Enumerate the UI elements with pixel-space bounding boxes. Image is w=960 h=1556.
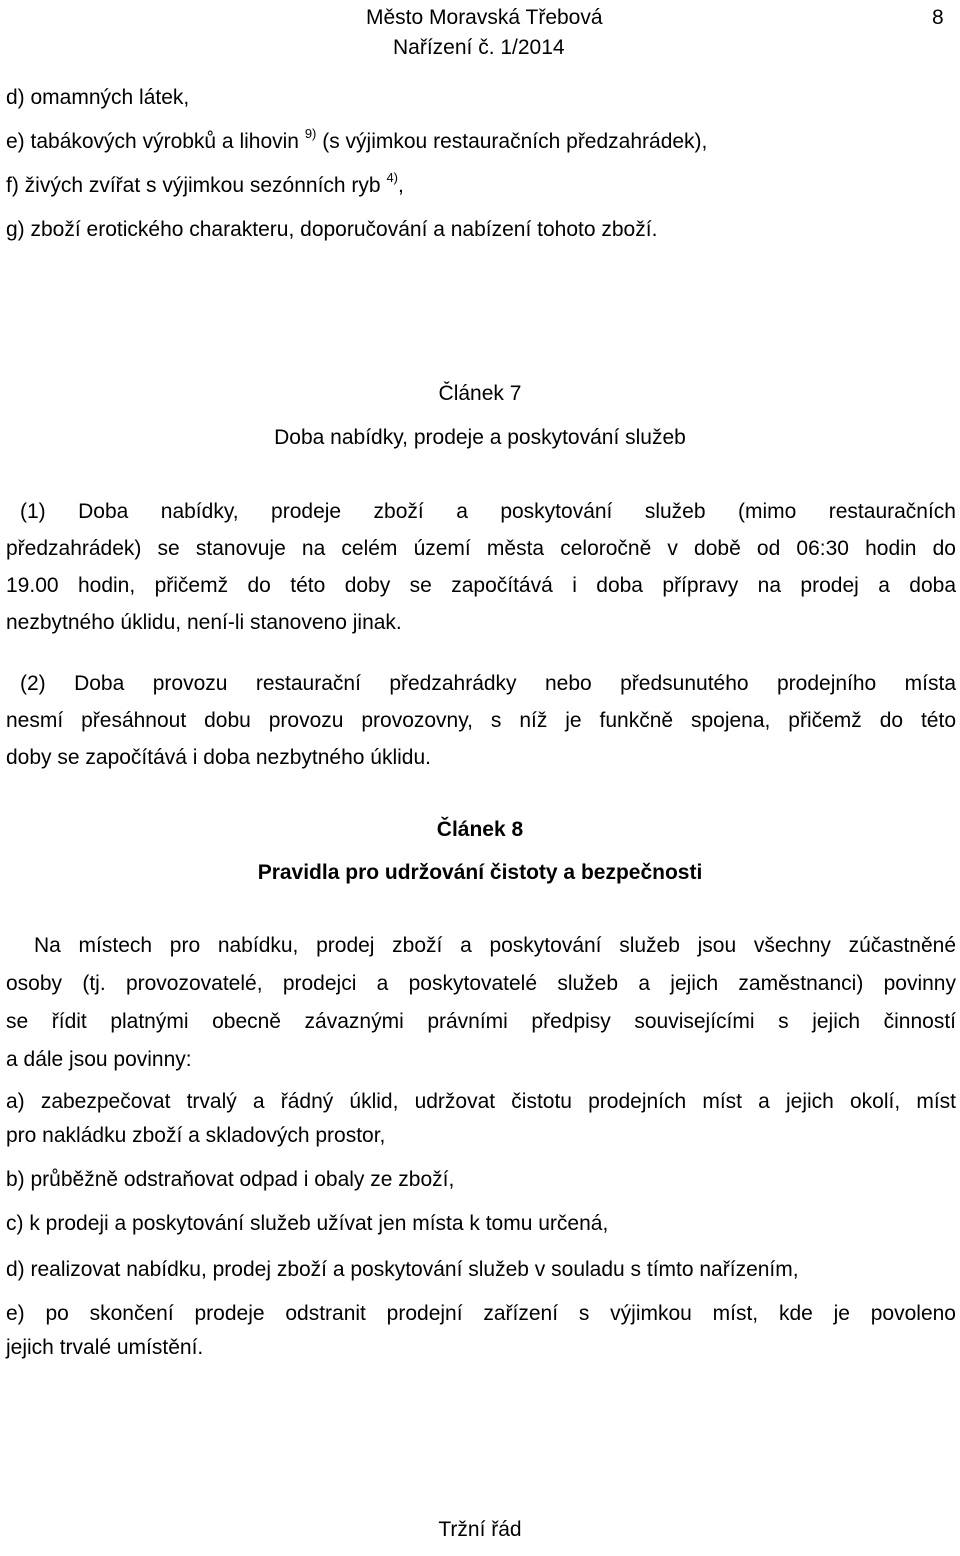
article-8-item-d: d) realizovat nabídku, prodej zboží a poskytování služeb v souladu s tímto nařízením, (6, 1258, 799, 1281)
article-7-p1-line1: (1) Doba nabídky, prodeje zboží a poskytování služeb (mimo restauračních (20, 500, 956, 523)
article-7-p1-line3: 19.00 hodin, přičemž do této doby se započítává i doba přípravy na prodej a doba (6, 574, 956, 597)
footer-title: Tržní řád (438, 1518, 522, 1541)
list-item-f-text-end: , (398, 174, 404, 197)
article-8-item-e-line1: e) po skončení prodeje odstranit prodejní zařízení s výjimkou míst, kde je povoleno (6, 1302, 956, 1325)
article-8-item-c: c) k prodeji a poskytování služeb užívat jen místa k tomu určená, (6, 1212, 609, 1235)
article-8-heading: Článek 8 (436, 818, 524, 841)
article-7-p2-line2: nesmí přesáhnout dobu provozu provozovny, s níž je funkčně spojena, přičemž do této (6, 709, 956, 732)
list-item-f-text: f) živých zvířat s výjimkou sezónních ryb (6, 174, 387, 197)
article-7-subheading: Doba nabídky, prodeje a poskytování služeb (274, 426, 686, 449)
article-8-item-a-line2: pro nakládku zboží a skladových prostor, (6, 1124, 386, 1147)
article-8-item-a-line1: a) zabezpečovat trvalý a řádný úklid, udržovat čistotu prodejních míst a jejich okolí, míst (6, 1090, 956, 1113)
header-town: Město Moravská Třebová (366, 6, 603, 29)
article-7-p1-line2: předzahrádek) se stanovuje na celém území města celoročně v době od 06:30 hodin do (6, 537, 956, 560)
list-item-e (6, 124, 707, 160)
article-8-intro-line3: se řídit platnými obecně závaznými právními předpisy souvisejícími s jejich činností (6, 1010, 956, 1033)
article-8-item-b: b) průběžně odstraňovat odpad i obaly ze zboží, (6, 1168, 455, 1191)
article-8-intro-line4: a dále jsou povinny: (6, 1048, 192, 1071)
article-7-p2-line1: (2) Doba provozu restaurační předzahrádky nebo předsunutého prodejního místa (20, 672, 956, 695)
footnote-ref-4: 4) (386, 170, 399, 185)
footnote-ref-9: 9) (304, 126, 317, 141)
list-item-d: d) omamných látek, (6, 86, 190, 109)
article-8-intro-line1: Na místech pro nabídku, prodej zboží a poskytování služeb jsou všechny zúčastněné (34, 934, 956, 957)
article-8-subheading: Pravidla pro udržování čistoty a bezpečnosti (257, 861, 703, 884)
list-item-e-text-end: (s výjimkou restauračních předzahrádek), (316, 130, 708, 153)
list-item-f (6, 168, 404, 204)
article-7-heading: Článek 7 (438, 382, 522, 405)
article-7-p2-line3: doby se započítává i doba nezbytného úklidu. (6, 746, 431, 769)
page-number: 8 (932, 6, 944, 29)
article-8-intro-line2: osoby (tj. provozovatelé, prodejci a poskytovatelé služeb a jejich zaměstnanci) povinny (6, 972, 956, 995)
article-7-p1-line4: nezbytného úklidu, není-li stanoveno jinak. (6, 611, 402, 634)
regulation-number: Nařízení č. 1/2014 (393, 36, 565, 59)
list-item-g: g) zboží erotického charakteru, doporučování a nabízení tohoto zboží. (6, 218, 658, 241)
list-item-e-text: e) tabákových výrobků a lihovin (6, 130, 305, 153)
article-8-item-e-line2: jejich trvalé umístění. (6, 1336, 204, 1359)
